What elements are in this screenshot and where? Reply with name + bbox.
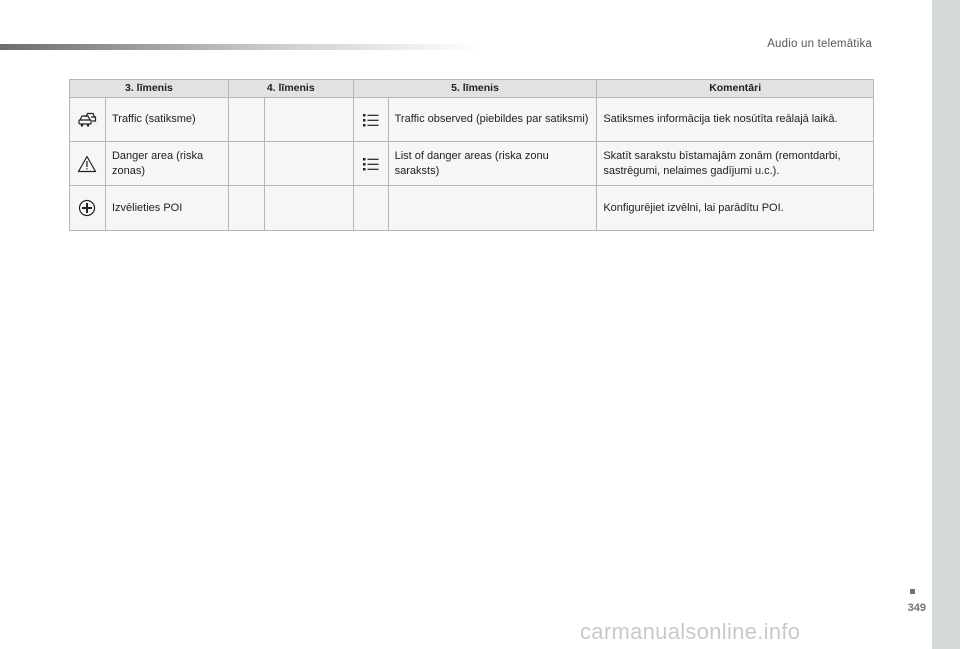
- list-icon: [354, 156, 388, 172]
- level4-icon-cell: [228, 98, 264, 142]
- table-header-row: [70, 80, 874, 98]
- section-title: Audio un telemātika: [767, 38, 872, 50]
- level5-label: Traffic observed (piebildes par satiksmi): [388, 98, 597, 142]
- level3-label: Traffic (satiksme): [105, 98, 228, 142]
- column-header-level5: 5. līmenis: [353, 80, 597, 98]
- traffic-cars-icon: [70, 112, 105, 128]
- level3-icon-cell: [70, 186, 106, 231]
- level4-label: [264, 186, 353, 231]
- table-row: [70, 186, 874, 231]
- comment: Satiksmes informācija tiek nosūtīta reālajā laikā.: [597, 98, 874, 142]
- list-icon: [354, 112, 388, 128]
- level5-icon-cell: [353, 98, 388, 142]
- table-row: [70, 98, 874, 142]
- level5-label: [388, 186, 597, 231]
- page-number: 349: [907, 602, 926, 614]
- level4-icon-cell: [228, 186, 264, 231]
- level3-icon-cell: [70, 98, 106, 142]
- level4-label: [264, 142, 353, 186]
- table-row: [70, 142, 874, 186]
- comment: Konfigurējiet izvēlni, lai parādītu POI.: [597, 186, 874, 231]
- column-header-level4: 4. līmenis: [228, 80, 353, 98]
- level3-label: Izvēlieties POI: [105, 186, 228, 231]
- comment: Skatīt sarakstu bīstamajām zonām (remontdarbi, sastrēgumi, nelaimes gadījumi u.c.).: [597, 142, 874, 186]
- column-header-comment: Komentāri: [597, 80, 874, 98]
- warning-triangle-icon: [70, 155, 105, 173]
- level5-icon-cell: [353, 142, 388, 186]
- level5-label: List of danger areas (riska zonu saraksts): [388, 142, 597, 186]
- watermark: carmanualsonline.info: [580, 619, 801, 644]
- level3-label: Danger area (riska zonas): [105, 142, 228, 186]
- poi-plus-circle-icon: [70, 199, 105, 217]
- level3-icon-cell: [70, 142, 106, 186]
- level4-icon-cell: [228, 142, 264, 186]
- top-rule: [0, 44, 480, 50]
- column-header-level3: 3. līmenis: [70, 80, 229, 98]
- side-bar: [932, 0, 960, 649]
- page-mark: [910, 589, 915, 594]
- level5-icon-cell: [353, 186, 388, 231]
- menu-table: [69, 79, 874, 231]
- level4-label: [264, 98, 353, 142]
